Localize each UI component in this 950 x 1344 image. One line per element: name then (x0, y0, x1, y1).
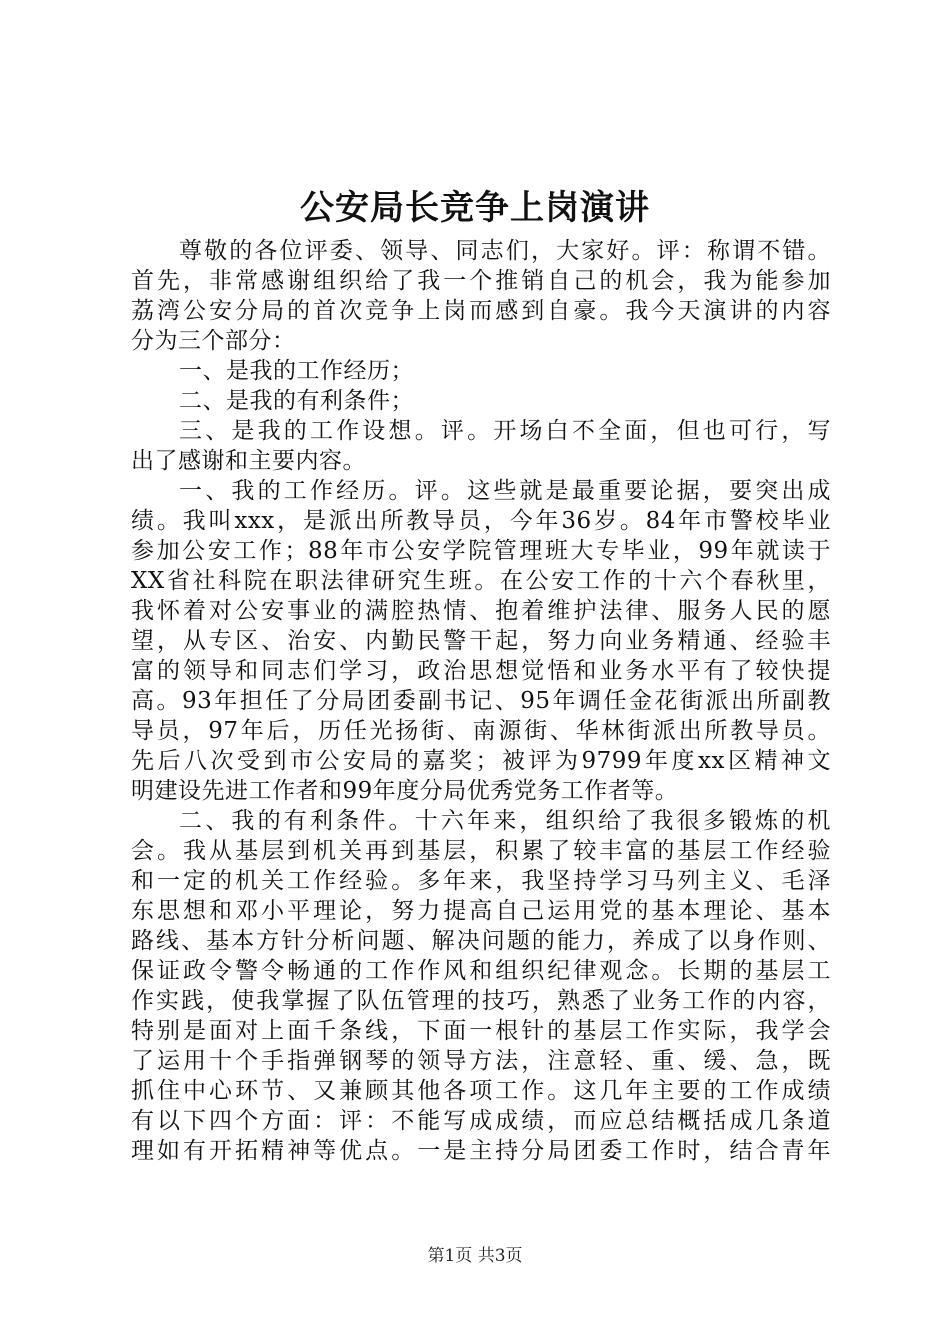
text-line: 路线、基本方针分析问题、解决问题的能力，养成了以身作则、 (131, 928, 831, 954)
text-line: 二、是我的有利条件； (179, 388, 414, 414)
text-line: 先后八次受到市公安局的嘉奖；被评为9799年度xx区精神文 (131, 748, 831, 774)
text-line: 分为三个部分： (131, 328, 296, 354)
text-line: 绩。我叫xxx，是派出所教导员，今年36岁。84年市警校毕业 (131, 508, 831, 534)
text-line: 抓住中心环节、又兼顾其他各项工作。这几年主要的工作成绩 (131, 1078, 831, 1104)
text-line: 富的领导和同志们学习，政治思想觉悟和业务水平有了较快提 (131, 658, 831, 684)
page-number-footer: 第1页 共3页 (427, 1246, 523, 1266)
text-line: 导员，97年后，历任光扬街、南源街、华林街派出所教导员。 (131, 718, 831, 744)
text-line: 尊敬的各位评委、领导、同志们，大家好。评：称谓不错。 (179, 238, 831, 264)
text-line: 一、是我的工作经历； (179, 358, 414, 384)
document-body (131, 236, 831, 1166)
text-line: 一、我的工作经历。评。这些就是最重要论据，要突出成 (179, 478, 831, 504)
text-line: 东思想和邓小平理论，努力提高自己运用党的基本理论、基本 (131, 898, 831, 924)
text-line: 首先，非常感谢组织给了我一个推销自己的机会，我为能参加 (131, 268, 831, 294)
text-line: 出了感谢和主要内容。 (131, 448, 366, 474)
text-line: 明建设先进工作者和99年度分局优秀党务工作者等。 (131, 778, 679, 804)
text-line: 参加公安工作；88年市公安学院管理班大专毕业，99年就读于 (131, 538, 831, 564)
text-line: 我怀着对公安事业的满腔热情、抱着维护法律、服务人民的愿 (131, 598, 831, 624)
text-line: 特别是面对上面千条线，下面一根针的基层工作实际，我学会 (131, 1018, 831, 1044)
text-line: 作实践，使我掌握了队伍管理的技巧，熟悉了业务工作的内容， (131, 988, 831, 1014)
text-line: XX省社科院在职法律研究生班。在公安工作的十六个春秋里， (131, 568, 831, 594)
text-line: 荔湾公安分局的首次竞争上岗而感到自豪。我今天演讲的内容 (131, 298, 831, 324)
text-line: 了运用十个手指弹钢琴的领导方法，注意轻、重、缓、急，既 (131, 1048, 831, 1074)
text-line: 理如有开拓精神等优点。一是主持分局团委工作时，结合青年 (131, 1138, 831, 1164)
text-line: 高。93年担任了分局团委副书记、95年调任金花街派出所副教 (131, 688, 831, 714)
text-line: 三、是我的工作设想。评。开场白不全面，但也可行，写 (179, 418, 831, 444)
text-line: 会。我从基层到机关再到基层，积累了较丰富的基层工作经验 (131, 838, 831, 864)
text-line: 有以下四个方面：评：不能写成成绩，而应总结概括成几条道 (131, 1108, 831, 1134)
text-line: 和一定的机关工作经验。多年来，我坚持学习马列主义、毛泽 (131, 868, 831, 894)
text-line: 望，从专区、治安、内勤民警干起，努力向业务精通、经验丰 (131, 628, 831, 654)
text-line: 二、我的有利条件。十六年来，组织给了我很多锻炼的机 (179, 808, 831, 834)
text-line: 保证政令警令畅通的工作作风和组织纪律观念。长期的基层工 (131, 958, 831, 984)
document-title: 公安局长竞争上岗演讲 (300, 188, 650, 228)
